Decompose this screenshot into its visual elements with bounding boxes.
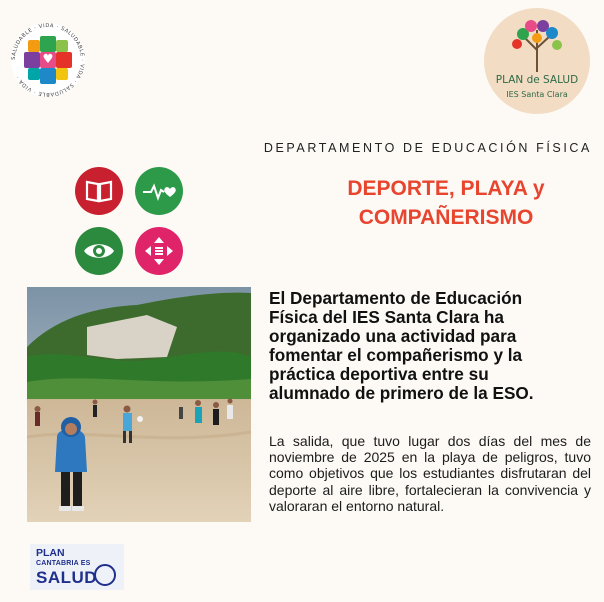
circle-mark-icon [92,562,118,588]
tree-icon [507,16,567,74]
vida-saludable-logo [10,22,86,98]
lead-line: fomentar el compañerismo y la [269,345,523,365]
plan-subtitle: IES Santa Clara [506,90,568,99]
lead-line: práctica deportiva entre su [269,364,489,384]
footer-logo-line-3: SALUD [36,568,98,587]
department-heading: DEPARTAMENTO DE EDUCACIÓN FÍSICA [263,141,592,155]
eye-icon [75,227,123,275]
plan-title: PLAN de SALUD [495,74,579,86]
footer-logo-line-1: PLAN [36,547,65,559]
title-line-1: DEPORTE, PLAYA y [347,177,545,200]
lead-paragraph [269,289,591,403]
footer-logo-line-2: CANTABRIA ES [36,560,91,567]
beach-activity-photo [27,287,251,522]
logo-ring-text: SALUDABLE · VIDA · SALUDABLE · VIDA · SALUDABLE · VIDA · [10,22,86,98]
lead-line: alumnado de primero de la ESO. [269,383,534,403]
page-title [300,174,592,232]
lead-line: El Departamento de Educación [269,288,523,308]
body-paragraph: La salida, que tuvo lugar dos días del mes de noviembre de 2025 en la playa de peligros, tuvo como objetivos que los estudiantes disfrutaran del deporte al aire libre, fortalecieran la convivencia y valoraran el entorno natural. [269,433,591,514]
heartbeat-icon [135,167,183,215]
plan-de-salud-badge [484,8,590,114]
plan-cantabria-logo [30,544,124,590]
book-icon [75,167,123,215]
lead-line: Física del IES Santa Clara ha [269,307,504,327]
title-line-2: COMPAÑERISMO [358,206,534,229]
arrows-icon [135,227,183,275]
lead-line: organizado una actividad para [269,326,517,346]
